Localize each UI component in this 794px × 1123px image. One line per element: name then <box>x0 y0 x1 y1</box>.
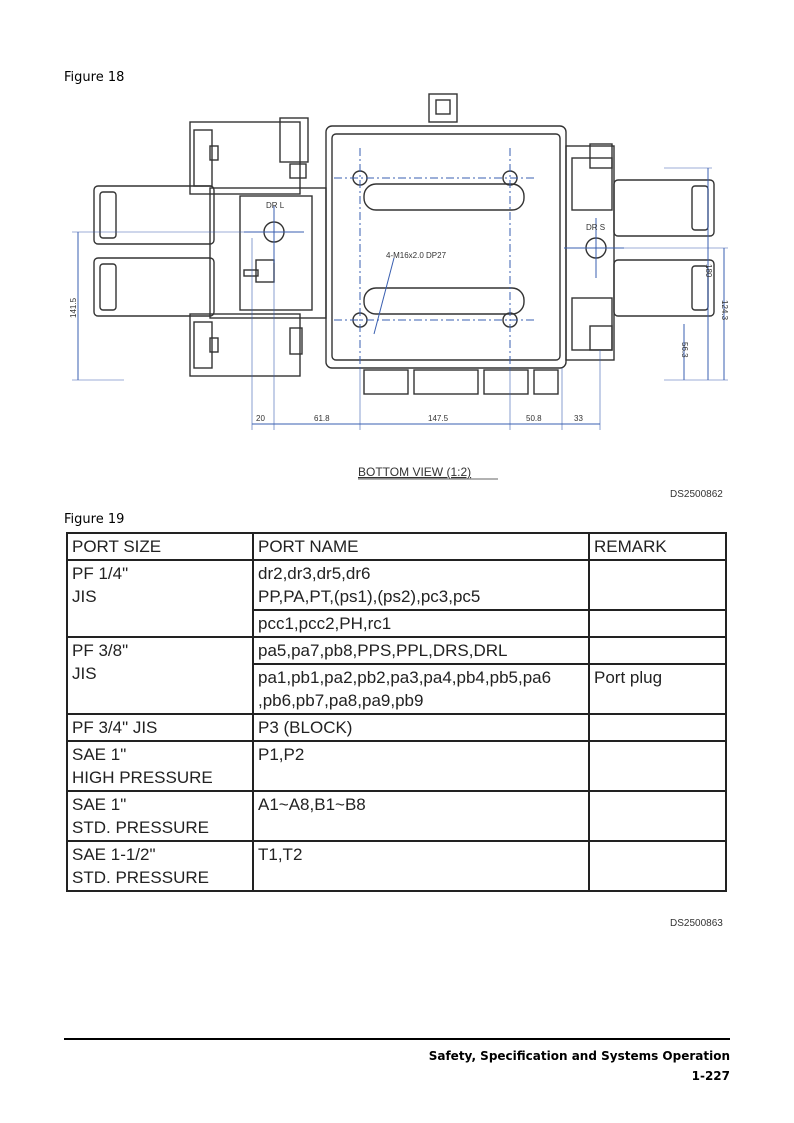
dim-20: 20 <box>256 414 265 423</box>
port-size-cell: PF 3/4" JIS <box>67 714 253 741</box>
figure-18-label: Figure 18 <box>64 70 125 85</box>
port-size-cell <box>67 791 253 841</box>
dim-124-3: 124.3 <box>720 300 729 321</box>
port-size-cell <box>67 560 253 637</box>
port-name-cell <box>253 560 589 610</box>
remark-cell <box>589 560 726 610</box>
port-size-cell <box>67 741 253 791</box>
table-row <box>67 637 726 664</box>
holes-callout: 4-M16x2.0 DP27 <box>386 251 447 260</box>
port-table <box>66 532 727 892</box>
table-row <box>67 714 726 741</box>
figure-18-ref: DS2500862 <box>670 489 723 500</box>
port-name-cell <box>253 664 589 714</box>
remark-cell <box>589 714 726 741</box>
port-name-text: dr2,dr3,dr5,dr6 <box>258 564 371 583</box>
dim-141-5: 141.5 <box>69 297 78 318</box>
figure-19-ref: DS2500863 <box>670 918 723 929</box>
port-name-cell: P1,P2 <box>253 741 589 791</box>
bottom-view-drawing <box>64 88 732 488</box>
port-size-text: STD. PRESSURE <box>72 868 209 887</box>
port-name-cell: P3 (BLOCK) <box>253 714 589 741</box>
dr-l-callout: DR L <box>266 201 285 210</box>
port-size-cell <box>67 637 253 714</box>
header-port-name: PORT NAME <box>253 533 589 560</box>
dr-s-callout: DR S <box>586 223 606 232</box>
dim-33: 33 <box>574 414 583 423</box>
port-size-text: JIS <box>72 587 97 606</box>
port-size-text: SAE 1-1/2" <box>72 845 156 864</box>
port-size-text: STD. PRESSURE <box>72 818 209 837</box>
remark-cell: Port plug <box>589 664 726 714</box>
port-name-text: PP,PA,PT,(ps1),(ps2),pc3,pc5 <box>258 587 481 606</box>
figure-19-label: Figure 19 <box>64 512 125 527</box>
port-name-text: ,pb6,pb7,pa8,pa9,pb9 <box>258 691 424 710</box>
table-header-row <box>67 533 726 560</box>
dim-56-3: 56.3 <box>680 342 689 358</box>
port-size-text: PF 1/4" <box>72 564 129 583</box>
port-size-cell <box>67 841 253 891</box>
port-name-cell: T1,T2 <box>253 841 589 891</box>
header-remark: REMARK <box>589 533 726 560</box>
table-row <box>67 560 726 610</box>
port-size-text: SAE 1" <box>72 795 127 814</box>
remark-cell <box>589 610 726 637</box>
port-name-cell: pcc1,pcc2,PH,rc1 <box>253 610 589 637</box>
table-row <box>67 791 726 841</box>
port-name-cell: pa5,pa7,pb8,PPS,PPL,DRS,DRL <box>253 637 589 664</box>
dim-180: 180 <box>704 264 713 278</box>
dim-61-8: 61.8 <box>314 414 330 423</box>
remark-cell <box>589 637 726 664</box>
port-name-cell: A1~A8,B1~B8 <box>253 791 589 841</box>
port-size-text: SAE 1" <box>72 745 127 764</box>
port-size-text: JIS <box>72 664 97 683</box>
port-size-text: HIGH PRESSURE <box>72 768 213 787</box>
remark-cell <box>589 841 726 891</box>
page-number: 1-227 <box>691 1069 730 1083</box>
bottom-view-title: BOTTOM VIEW (1:2) <box>358 465 472 479</box>
dim-147-5: 147.5 <box>428 414 449 423</box>
remark-cell <box>589 741 726 791</box>
table-row <box>67 841 726 891</box>
port-name-text: pa1,pb1,pa2,pb2,pa3,pa4,pb4,pb5,pa6 <box>258 668 552 687</box>
page-footer <box>429 1046 730 1086</box>
table-row <box>67 741 726 791</box>
header-port-size: PORT SIZE <box>67 533 253 560</box>
footer-title: Safety, Specification and Systems Operation <box>428 1049 730 1063</box>
remark-cell <box>589 791 726 841</box>
port-size-text: PF 3/8" <box>72 641 129 660</box>
footer-rule <box>64 1038 730 1040</box>
dim-50-8: 50.8 <box>526 414 542 423</box>
